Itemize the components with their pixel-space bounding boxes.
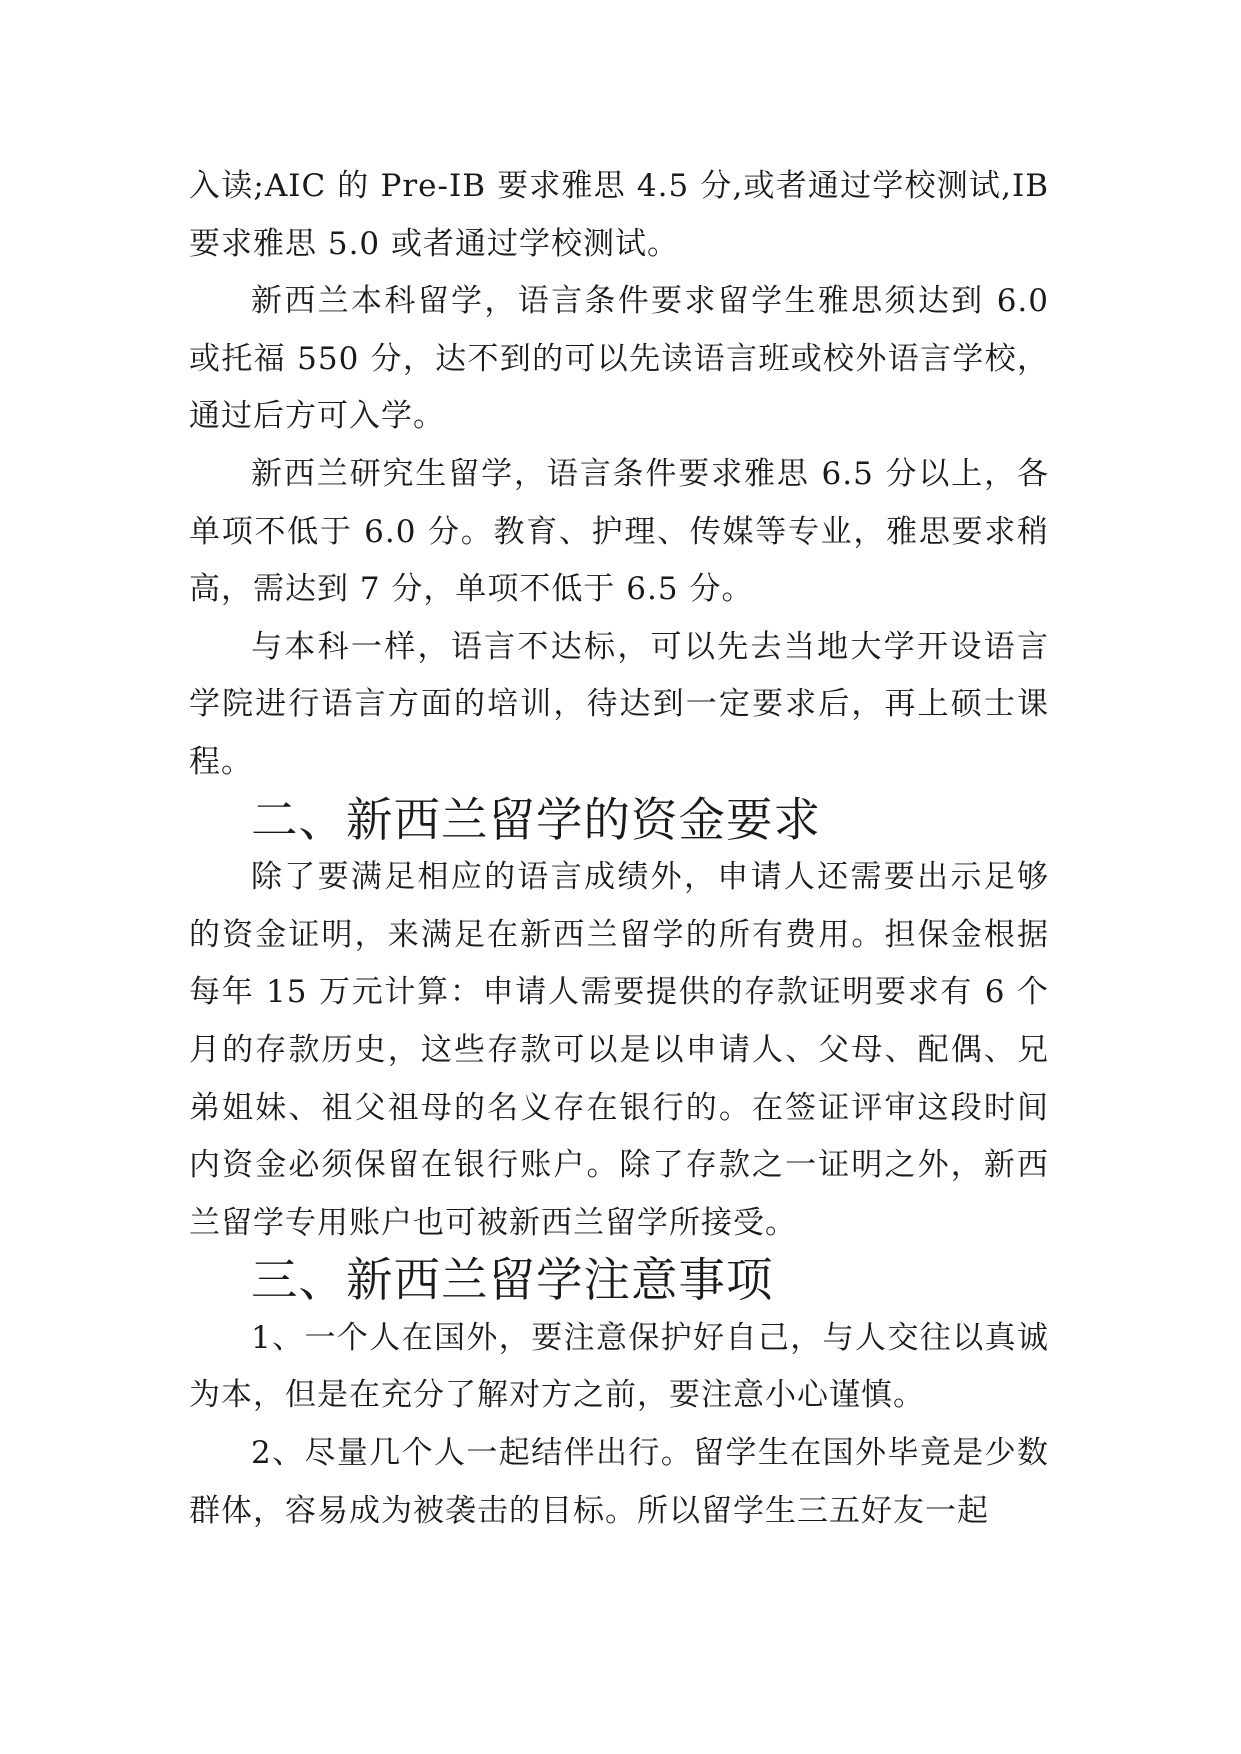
- paragraph-graduate-language: 新西兰研究生留学，语言条件要求雅思 6.5 分以上，各单项不低于 6.0 分。教育、护理、传媒等专业，雅思要求稍高，需达到 7 分，单项不低于 6.5 分。: [189, 455, 1049, 608]
- section-heading-funding: 二、新西兰留学的资金要求: [251, 792, 821, 847]
- section-heading-precautions: 三、新西兰留学注意事项: [251, 1253, 774, 1308]
- paragraph-precaution-2: 2、尽量几个人一起结伴出行。留学生在国外毕竟是少数群体，容易成为被袭击的目标。所以留学生三五好友一起: [189, 1435, 1049, 1529]
- paragraph-continuation: 入读;AIC 的 Pre-IB 要求雅思 4.5 分,或者通过学校测试,IB 要求雅思 5.0 或者通过学校测试。: [189, 168, 1049, 262]
- paragraph-funding-requirements: 除了要满足相应的语言成绩外，申请人还需要出示足够的资金证明，来满足在新西兰留学的所有费用。担保金根据每年 15 万元计算：申请人需要提供的存款证明要求有 6 个月的存款历史，这些存款可以是以申请人、父母、配偶、兄弟姐妹、祖父祖母的名义存在银行的。在签证评审这段时间内资金必须保留在银行账户。除了存款之一证明之外，新西兰留学专用账户也可被新西兰留学所接受。: [189, 859, 1049, 1241]
- paragraph-undergraduate-language: 新西兰本科留学，语言条件要求留学生雅思须达到 6.0 或托福 550 分，达不到的可以先读语言班或校外语言学校，通过后方可入学。: [189, 283, 1049, 435]
- paragraph-language-training: 与本科一样，语言不达标，可以先去当地大学开设语言学院进行语言方面的培训，待达到一定要求后，再上硕士课程。: [189, 628, 1049, 780]
- document-page: [189, 158, 1049, 1540]
- paragraph-precaution-1: 1、一个人在国外，要注意保护好自己，与人交往以真诚为本，但是在充分了解对方之前，要注意小心谨慎。: [189, 1319, 1049, 1414]
